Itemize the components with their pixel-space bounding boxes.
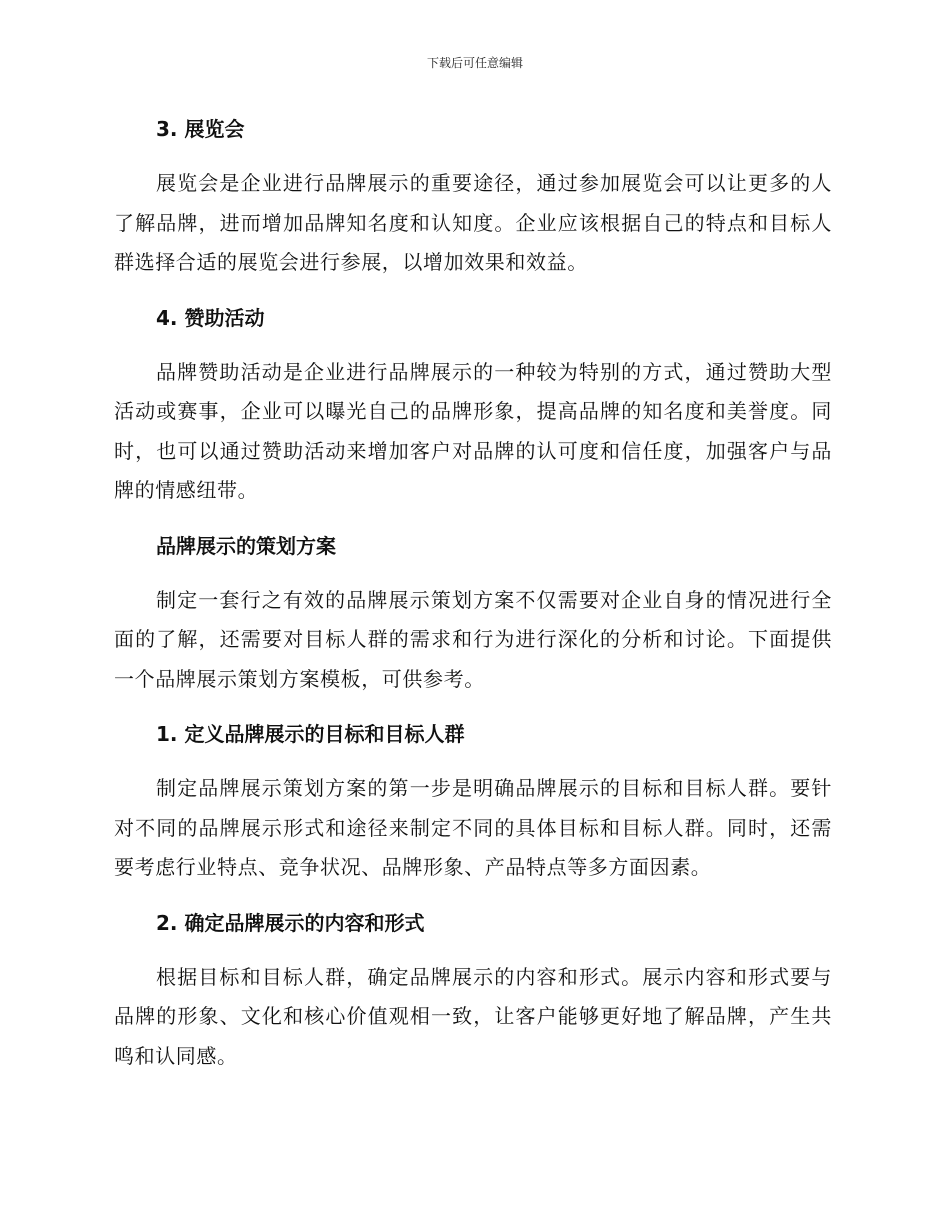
section-paragraph: 展览会是企业进行品牌展示的重要途径，通过参加展览会可以让更多的人了解品牌，进而增加品牌知名度和认知度。企业应该根据自己的特点和目标人群选择合适的展览会进行参展，以增加效果和效益。 xyxy=(114,171,832,274)
page-header: 下载后可任意编辑 xyxy=(426,56,523,70)
section-paragraph: 制定品牌展示策划方案的第一步是明确品牌展示的目标和目标人群。要针对不同的品牌展示形式和途径来制定不同的具体目标和目标人群。同时，还需要考虑行业特点、竞争状况、品牌形象、产品特点等多方面因素。 xyxy=(114,776,832,879)
section-heading: 1. 定义品牌展示的目标和目标人群 xyxy=(156,722,465,746)
section-paragraph: 根据目标和目标人群，确定品牌展示的内容和形式。展示内容和形式要与品牌的形象、文化和核心价值观相一致，让客户能够更好地了解品牌，产生共鸣和认同感。 xyxy=(114,964,832,1068)
section-paragraph: 制定一套行之有效的品牌展示策划方案不仅需要对企业自身的情况进行全面的了解，还需要对目标人群的需求和行为进行深化的分析和讨论。下面提供一个品牌展示策划方案模板，可供参考。 xyxy=(114,587,832,691)
section-heading: 4. 赞助活动 xyxy=(156,305,265,330)
document-body xyxy=(114,106,832,1076)
section-heading: 2. 确定品牌展示的内容和形式 xyxy=(156,910,425,935)
section-heading: 品牌展示的策划方案 xyxy=(156,533,336,558)
section-heading: 3. 展览会 xyxy=(156,117,245,141)
section-paragraph: 品牌赞助活动是企业进行品牌展示的一种较为特别的方式，通过赞助大型活动或赛事，企业可以曝光自己的品牌形象，提高品牌的知名度和美誉度。同时，也可以通过赞助活动来增加客户对品牌的认可度和信任度，加强客户与品牌的情感纽带。 xyxy=(114,359,832,502)
